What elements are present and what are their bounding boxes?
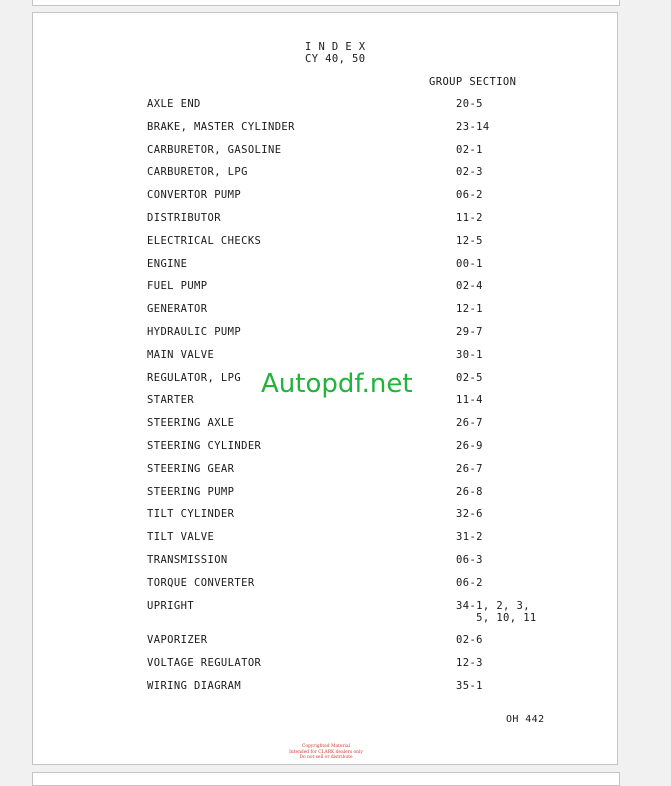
index-title bbox=[305, 41, 366, 65]
index-row bbox=[147, 144, 567, 167]
entry-name: WIRING DIAGRAM bbox=[147, 679, 242, 692]
index-row bbox=[147, 121, 567, 144]
entry-name: GENERATOR bbox=[147, 303, 208, 316]
index-row bbox=[147, 508, 567, 531]
entry-name: BRAKE, MASTER CYLINDER bbox=[147, 120, 295, 133]
index-row bbox=[147, 303, 567, 326]
page-code: OH 442 bbox=[506, 714, 545, 725]
index-row bbox=[147, 235, 567, 258]
entry-section: 20-5 bbox=[456, 98, 483, 110]
index-list bbox=[147, 98, 567, 702]
index-row bbox=[147, 463, 567, 486]
index-row bbox=[147, 657, 567, 680]
entry-section: 11-4 bbox=[456, 394, 483, 407]
entry-name: TILT VALVE bbox=[147, 531, 215, 544]
index-row bbox=[147, 440, 567, 463]
entry-name: TRANSMISSION bbox=[147, 553, 228, 566]
index-title-model: CY 40, 50 bbox=[305, 53, 366, 65]
previous-page-edge bbox=[32, 0, 620, 6]
entry-section: 02-3 bbox=[456, 166, 483, 179]
entry-section: 06-3 bbox=[456, 553, 483, 566]
entry-section: 12-1 bbox=[456, 303, 483, 316]
watermark-text: Autopdf.net bbox=[261, 369, 413, 399]
index-row bbox=[147, 680, 567, 703]
index-row bbox=[147, 531, 567, 554]
entry-name: STEERING CYLINDER bbox=[147, 439, 262, 452]
copyright-line: Intended for CLARK dealers only bbox=[289, 749, 363, 755]
index-row bbox=[147, 166, 567, 189]
entry-name: FUEL PUMP bbox=[147, 280, 208, 293]
entry-name: CARBURETOR, GASOLINE bbox=[147, 143, 282, 156]
entry-section: 34-1, 2, 3, 5, 10, 11 bbox=[456, 599, 537, 624]
entry-section: 32-6 bbox=[456, 508, 483, 521]
entry-section: 29-7 bbox=[456, 325, 483, 338]
copyright-line: Do not sell or distribute bbox=[299, 755, 353, 760]
entry-name: DISTRIBUTOR bbox=[147, 211, 221, 224]
index-row bbox=[147, 417, 567, 440]
entry-section: 06-2 bbox=[456, 189, 483, 202]
entry-section: 23-14 bbox=[456, 120, 490, 133]
entry-section: 02-1 bbox=[456, 143, 483, 156]
entry-section: 06-2 bbox=[456, 576, 483, 589]
entry-name: TILT CYLINDER bbox=[147, 508, 235, 521]
entry-name: STARTER bbox=[147, 394, 195, 407]
entry-section: 26-7 bbox=[456, 417, 483, 430]
document-page bbox=[32, 12, 618, 765]
entry-section: 35-1 bbox=[456, 679, 483, 692]
entry-name: ELECTRICAL CHECKS bbox=[147, 234, 262, 247]
entry-name: AXLE END bbox=[147, 98, 201, 110]
index-row bbox=[147, 486, 567, 509]
index-title-heading: I N D E X bbox=[305, 41, 366, 53]
index-row bbox=[147, 212, 567, 235]
entry-section: 02-6 bbox=[456, 634, 483, 647]
index-row bbox=[147, 280, 567, 303]
index-row bbox=[147, 258, 567, 281]
index-row bbox=[147, 98, 567, 121]
entry-name: REGULATOR, LPG bbox=[147, 371, 242, 384]
entry-section: 12-5 bbox=[456, 234, 483, 247]
entry-name: HYDRAULIC PUMP bbox=[147, 325, 242, 338]
entry-name: TORQUE CONVERTER bbox=[147, 576, 255, 589]
group-section-header: GROUP SECTION bbox=[429, 76, 517, 88]
entry-section: 26-7 bbox=[456, 462, 483, 475]
entry-name: UPRIGHT bbox=[147, 599, 195, 612]
copyright-notice bbox=[263, 744, 389, 761]
index-row bbox=[147, 577, 567, 600]
next-page-edge bbox=[32, 772, 620, 786]
entry-name: CONVERTOR PUMP bbox=[147, 189, 242, 202]
entry-section: 02-5 bbox=[456, 371, 483, 384]
entry-section: 26-8 bbox=[456, 485, 483, 498]
index-row bbox=[147, 189, 567, 212]
copyright-line: Copyrighted Material bbox=[301, 744, 350, 749]
index-row bbox=[147, 600, 567, 635]
index-row bbox=[147, 326, 567, 349]
entry-name: VAPORIZER bbox=[147, 634, 208, 647]
entry-name: MAIN VALVE bbox=[147, 348, 215, 361]
entry-name: CARBURETOR, LPG bbox=[147, 166, 248, 179]
entry-name: VOLTAGE REGULATOR bbox=[147, 656, 262, 669]
entry-section: 02-4 bbox=[456, 280, 483, 293]
entry-name: STEERING PUMP bbox=[147, 485, 235, 498]
index-row bbox=[147, 554, 567, 577]
entry-name: STEERING GEAR bbox=[147, 462, 235, 475]
entry-name: ENGINE bbox=[147, 257, 188, 270]
entry-section: 00-1 bbox=[456, 257, 483, 270]
entry-section: 11-2 bbox=[456, 211, 483, 224]
entry-name: STEERING AXLE bbox=[147, 417, 235, 430]
index-row bbox=[147, 634, 567, 657]
entry-section: 30-1 bbox=[456, 348, 483, 361]
entry-section: 26-9 bbox=[456, 439, 483, 452]
entry-section: 12-3 bbox=[456, 656, 483, 669]
entry-section: 31-2 bbox=[456, 531, 483, 544]
